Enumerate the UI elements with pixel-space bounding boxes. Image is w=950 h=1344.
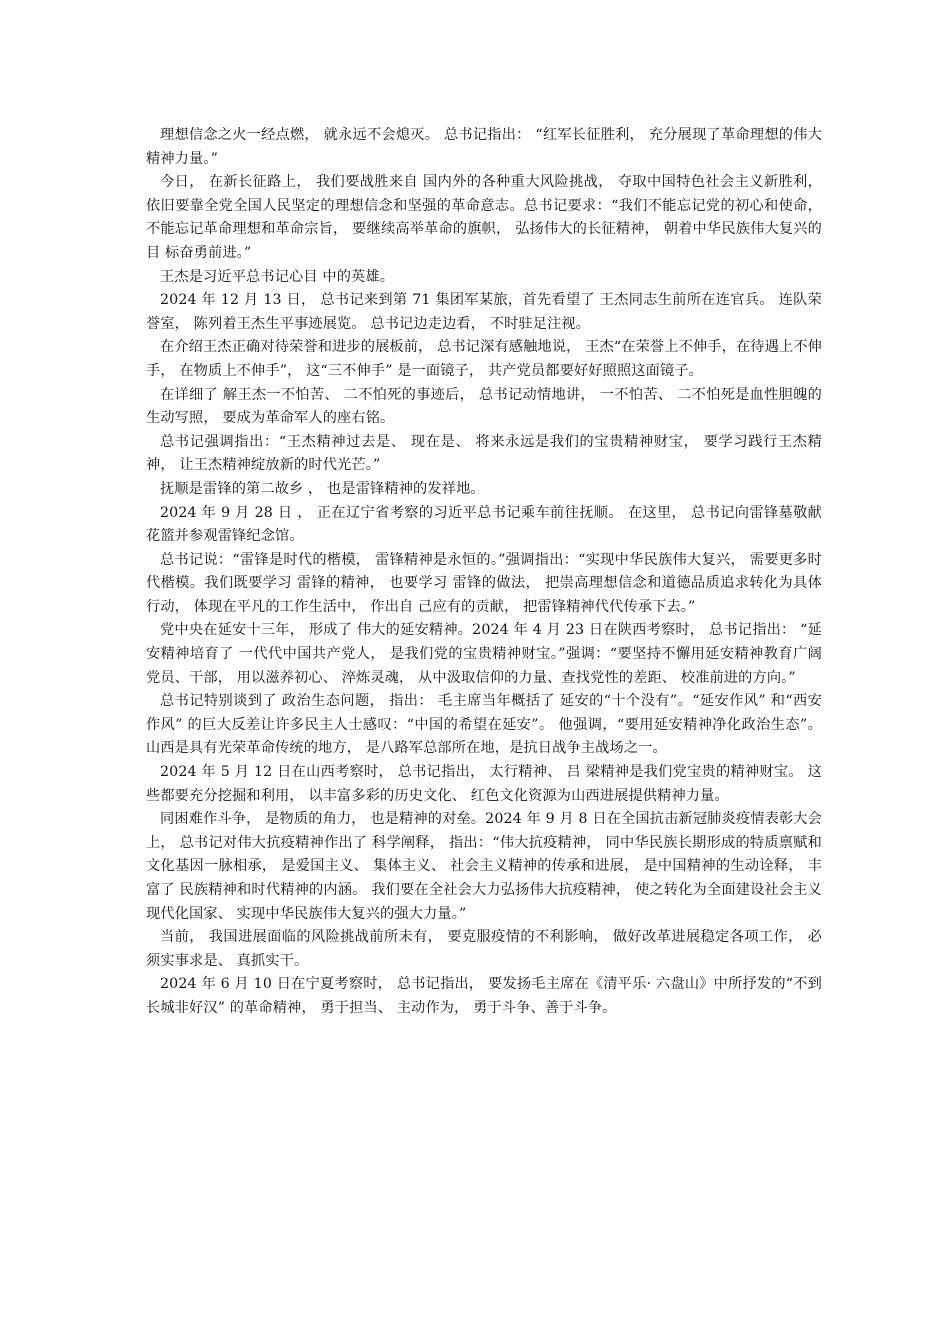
paragraph-14: 同困难作斗争， 是物质的角力， 也是精神的对垒。2024 年 9 月 8 日在全国抗击新冠肺炎疫情表彰大会上， 总书记对伟大抗疫精神作出了 科学阐释， 指出：“伟大抗疫精神， 同中华民族长期形成的特质禀赋和文化基因一脉相承， 是爱国主义、 集体主义、 社会主义精神的传承和进展， 是中国精神的生动诠释， 丰富了 民族精神和时代精神的内涵。 我们要在全社会大力弘扬伟大抗疫精神， 使之转化为全面建设社会主义现代化国家、 实现中华民族伟大复兴的强大力量。”	[146, 811, 822, 922]
paragraph-2: 今日， 在新长征路上， 我们要战胜来自 国内外的各种重大风险挑战， 夺取中国特色社会主义新胜利， 依旧要靠全党全国人民坚定的理想信念和坚强的革命意志。总书记要求：“我们不能忘记党的初心和使命， 不能忘记革命理想和革命宗旨， 要继续高举革命的旗帜， 弘扬伟大的长征精神， 朝着中华民族伟大复兴的目 标奋勇前进。”	[146, 174, 822, 261]
paragraph-4: 2024 年 12 月 13 日， 总书记来到第 71 集团军某旅，首先看望了 王杰同志生前所在连官兵。 连队荣誉室， 陈列着王杰生平事迹展览。 总书记边走边看， 不时驻足注视。	[146, 292, 822, 332]
paragraph-5: 在介绍王杰正确对待荣誉和进步的展板前， 总书记深有感触地说， 王杰“在荣誉上不伸手，在待遇上不伸手， 在物质上不伸手”， 这“三不伸手” 是一面镜子， 共产党员都要好好照照这面镜子。	[146, 339, 822, 379]
paragraph-9: 2024 年 9 月 28 日 ， 正在辽宁省考察的习近平总书记乘车前往抚顺。 在这里， 总书记向雷锋墓敬献花篮并参观雷锋纪念馆。	[146, 504, 822, 545]
paragraph-12: 总书记特别谈到了 政治生态问题， 指出： 毛主席当年概括了 延安的“十个没有”。“延安作风” 和“西安作风” 的巨大反差让许多民主人士感叹：“中国的希望在延安”。 他强调，“要用延安精神净化政治生态”。山西是具有光荣革命传统的地方， 是八路军总部所在地，是抗日战争主战场之一。	[146, 693, 822, 757]
paragraph-1: 理想信念之火一经点燃， 就永远不会熄灭。 总书记指出： “红军长征胜利， 充分展现了革命理想的伟大精神力量。”	[146, 127, 822, 167]
paragraph-15: 当前， 我国进展面临的风险挑战前所未有， 要克服疫情的不利影响， 做好改革进展稳定各项工作， 必须实事求是、 真抓实干。	[146, 929, 822, 969]
paragraph-3: 王杰是习近平总书记心目 中的英雄。	[160, 268, 395, 285]
paragraph-6: 在详细了 解王杰一不怕苦、 二不怕死的事迹后， 总书记动情地讲， 一不怕苦、 二不怕死是血性胆魄的生动写照， 要成为革命军人的座右铭。	[146, 386, 822, 427]
paragraph-7: 总书记强调指出：“王杰精神过去是、 现在是、 将来永远是我们的宝贵精神财宝， 要学习践行王杰精神， 让王杰精神绽放新的时代光芒。”	[146, 433, 822, 474]
paragraph-8: 抚顺是雷锋的第二故乡 ， 也是雷锋精神的发祥地。	[160, 480, 485, 497]
paragraph-10: 总书记说：“雷锋是时代的楷模， 雷锋精神是永恒的。”强调指出：“实现中华民族伟大复兴， 需要更多时代楷模。我们既要学习 雷锋的精神， 也要学习 雷锋的做法， 把崇高理想信念和道德品质追求转化为具体行动， 体现在平凡的工作生活中， 作出自 己应有的贡献， 把雷锋精神代代传承下去。”	[146, 551, 822, 615]
document-page	[146, 124, 822, 1021]
paragraph-11: 党中央在延安十三年， 形成了 伟大的延安精神。2024 年 4 月 23 日在陕西考察时， 总书记指出： “延安精神培育了 一代代中国共产党人， 是我们党的宝贵精神财宝。”强调：“要坚持不懈用延安精神教育广阔党员、干部， 用以滋养初心、 淬炼灵魂， 从中汲取信仰的力量、查找党性的差距、 校准前进的方向。”	[146, 622, 822, 686]
paragraph-13: 2024 年 5 月 12 日在山西考察时， 总书记指出， 太行精神、 吕 梁精神是我们党宝贵的精神财宝。 这些都要充分挖掘和利用， 以丰富多彩的历史文化、 红色文化资源为山西进展提供精神力量。	[146, 764, 822, 804]
paragraph-16: 2024 年 6 月 10 日在宁夏考察时， 总书记指出， 要发扬毛主席在《清平乐· 六盘山》中所抒发的“不到长城非好汉” 的革命精神， 勇于担当、 主动作为， 勇于斗争、善于斗争。	[146, 976, 822, 1016]
